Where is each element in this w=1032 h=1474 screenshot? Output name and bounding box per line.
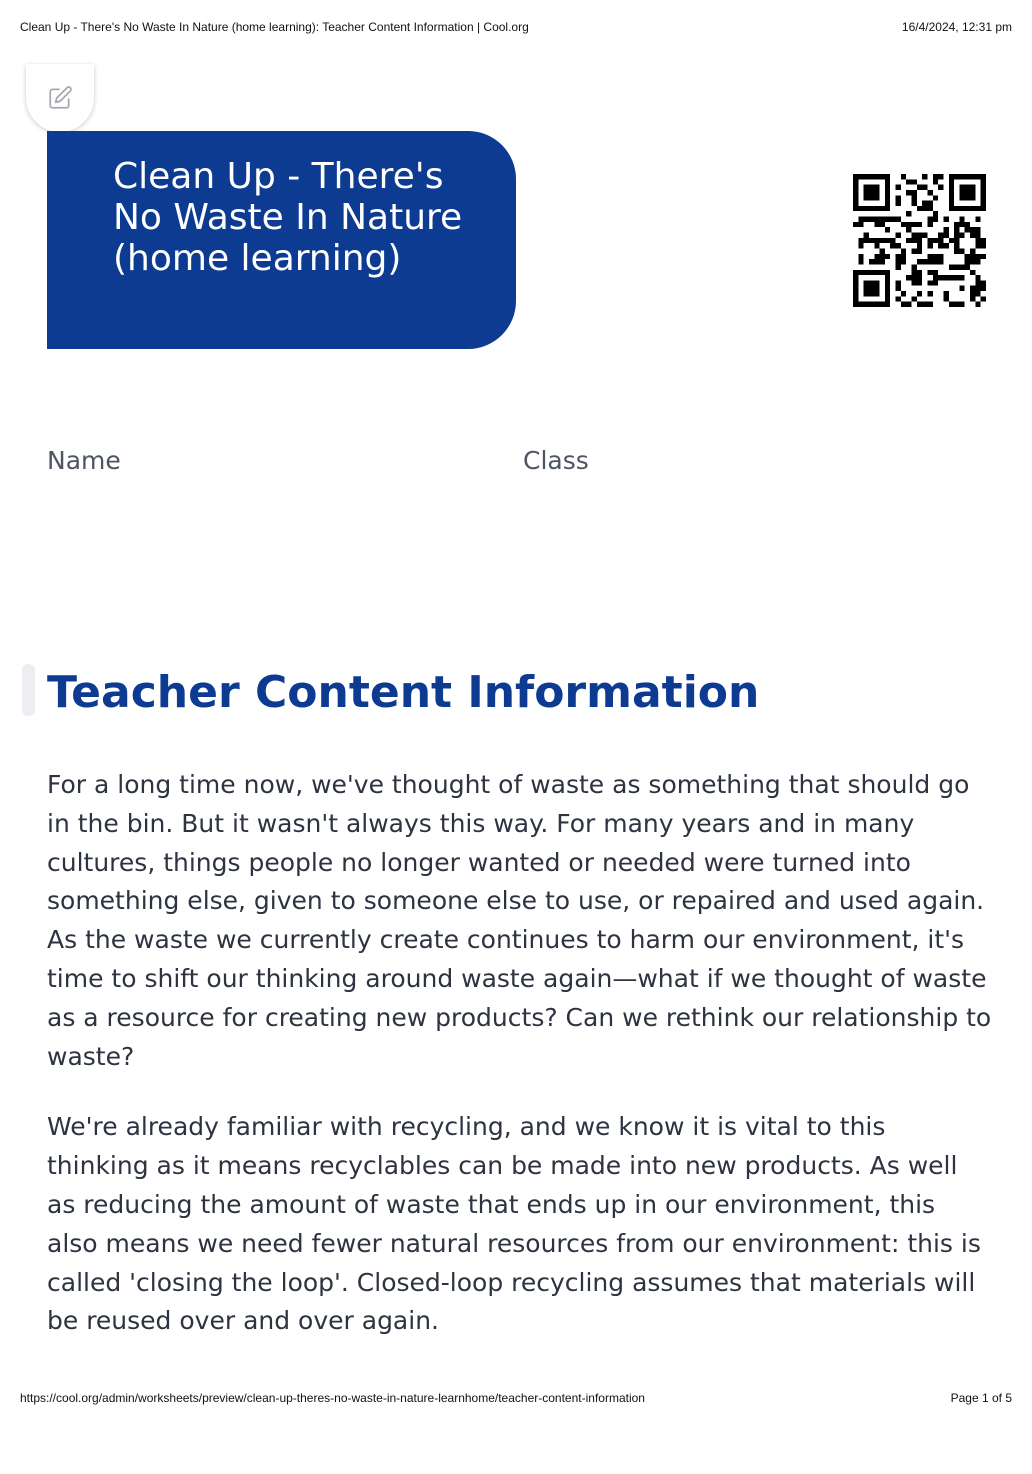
edit-button[interactable] [26, 64, 94, 132]
print-header [20, 20, 1012, 34]
page-number: Page 1 of 5 [950, 1391, 1012, 1405]
paragraph: We're already familiar with recycling, and we know it is vital to this thinking as it means recyclables can be made into new products. As well as reducing the amount of waste that ends up in our environment, this also means we need fewer natural resources from our environment: this is called 'closing the loop'. Closed-loop recycling assumes that materials will be reused over and over again. [47, 1112, 981, 1336]
print-footer [20, 1391, 1012, 1405]
worksheet-title-banner [47, 131, 516, 349]
name-label: Name [47, 446, 121, 475]
print-datetime: 16/4/2024, 12:31 pm [901, 20, 1012, 34]
print-page-title: Clean Up - There's No Waste In Nature (home learning): Teacher Content Information | Cool.org [20, 20, 529, 34]
paragraph: For a long time now, we've thought of waste as something that should go in the bin. But it wasn't always this way. For many years and in many cultures, things people no longer wanted or needed were turned into something else, given to someone else to use, or repaired and used again. As the waste we currently create continues to harm our environment, it's time to shift our thinking around waste again—what if we thought of waste as a resource for creating new products? Can we rethink our relationship to waste? [47, 770, 992, 1071]
qr-code-icon [853, 174, 986, 307]
section-heading: Teacher Content Information [47, 667, 760, 718]
section-content [47, 766, 992, 1373]
class-label: Class [523, 446, 589, 475]
print-url: https://cool.org/admin/worksheets/preview/clean-up-theres-no-waste-in-nature-learnhome/teacher-content-information [20, 1391, 645, 1405]
pencil-square-icon [47, 85, 73, 111]
section-marker [22, 664, 35, 716]
worksheet-title: Clean Up - There's No Waste In Nature (home learning) [113, 156, 463, 279]
